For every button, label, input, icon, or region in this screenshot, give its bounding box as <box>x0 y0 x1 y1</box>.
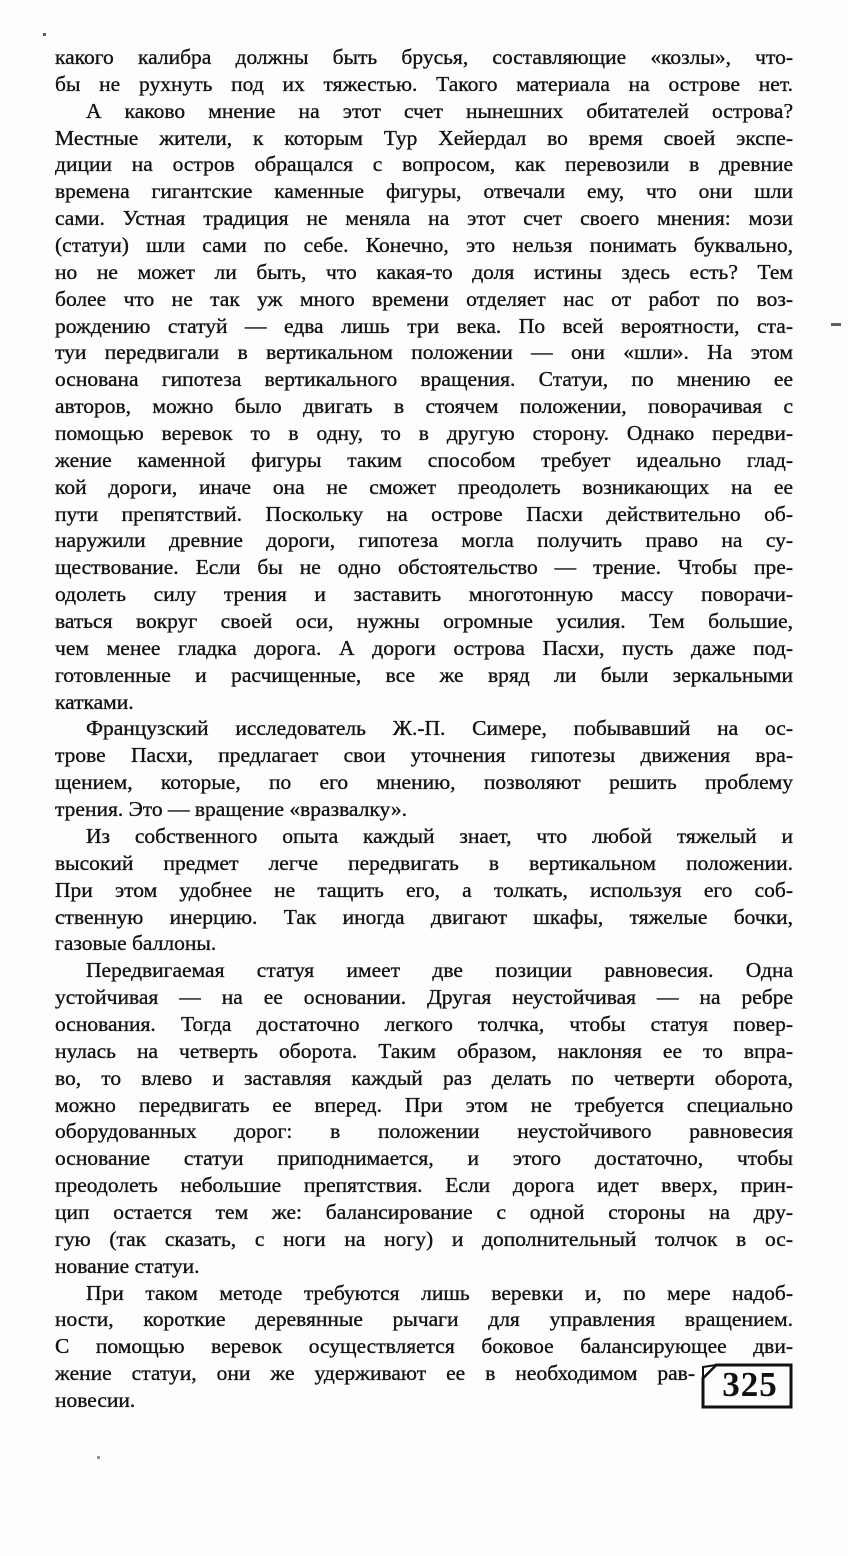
text-line: основание статуи приподнимается, и этого достаточно, чтобы <box>55 1146 793 1171</box>
text-line: Французский исследователь Ж.-П. Симере, побывавший на ос- <box>86 716 793 741</box>
text-line: диции на остров обращался с вопросом, как перевозили в древние <box>55 152 793 177</box>
text-line: Из собственного опыта каждый знает, что любой тяжелый и <box>86 823 793 848</box>
text-line: основания. Тогда достаточно легкого толчка, чтобы статуя повер- <box>55 1011 793 1036</box>
text-line: ности, короткие деревянные рычаги для управления вращением. <box>55 1307 793 1332</box>
text-line: наружили древние дороги, гипотеза могла получить право на су- <box>55 528 793 553</box>
page-number: 325 <box>722 1365 778 1404</box>
text-line: При таком методе требуются лишь веревки и, по мере надоб- <box>86 1280 793 1305</box>
scan-speck <box>831 323 841 326</box>
text-line: (статуи) шли сами по себе. Конечно, это нельзя понимать буквально, <box>55 233 793 258</box>
text-line: оборудованных дорог: в положении неустойчивого равновесия <box>55 1119 793 1144</box>
text-line: А каково мнение на этот счет нынешних обитателей острова? <box>86 98 793 123</box>
text-line: газовые баллоны. <box>55 931 217 956</box>
text-line: рождению статуй — едва лишь три века. По всей вероятности, ста- <box>55 313 793 338</box>
text-line: бы не рухнуть под их тяжестью. Такого материала на острове нет. <box>55 71 793 96</box>
text-line: ществование. Если бы не одно обстоятельство — трение. Чтобы пре- <box>55 555 793 580</box>
page-number-box <box>699 1361 795 1411</box>
scan-speck <box>97 1456 100 1459</box>
text-line: преодолеть небольшие препятствия. Если дорога идет вверх, прин- <box>55 1173 793 1198</box>
text-line: ственную инерцию. Так иногда двигают шкафы, тяжелые бочки, <box>55 904 793 929</box>
text-line: готовленные и расчищенные, все же вряд ли были зеркальными <box>55 662 793 687</box>
text-line: во, то влево и заставляя каждый раз делать по четверти оборота, <box>55 1065 793 1090</box>
text-line: но не может ли быть, что какая-то доля истины здесь есть? Тем <box>55 259 793 284</box>
text-line: цип остается тем же: балансирование с одной стороны на дру- <box>55 1199 793 1224</box>
text-line: жение каменной фигуры таким способом требует идеально глад- <box>55 447 793 472</box>
text-line: кой дороги, иначе она не сможет преодолеть возникающих на ее <box>55 474 793 499</box>
text-line: туи передвигали в вертикальном положении — они «шли». На этом <box>55 340 793 365</box>
text-line: При этом удобнее не тащить его, а толкать, используя его соб- <box>55 877 793 902</box>
text-line: ваться вокруг своей оси, нужны огромные усилия. Тем большие, <box>55 609 793 634</box>
text-line: трове Пасхи, предлагает свои уточнения гипотезы движения вра- <box>55 743 793 768</box>
text-line: авторов, можно было двигать в стоячем положении, поворачивая с <box>55 394 793 419</box>
text-line: помощью веревок то в одну, то в другую сторону. Однако передви- <box>55 421 793 446</box>
scan-speck <box>43 33 46 36</box>
text-line: можно передвигать ее вперед. При этом не требуется специально <box>55 1092 793 1117</box>
text-line: С помощью веревок осуществляется боковое балансирующее дви- <box>55 1334 793 1359</box>
text-line: пути препятствий. Поскольку на острове Пасхи действительно об- <box>55 501 793 526</box>
text-line: новесии. <box>55 1387 136 1412</box>
text-line: основана гипотеза вертикального вращения. Статуи, по мнению ее <box>55 367 793 392</box>
text-line: щением, которые, по его мнению, позволяют решить проблему <box>55 770 793 795</box>
text-line: устойчивая — на ее основании. Другая неустойчивая — на ребре <box>55 985 793 1010</box>
text-line: Передвигаемая статуя имеет две позиции равновесия. Одна <box>86 958 793 983</box>
text-line: более что не так уж много времени отделяет нас от работ по воз- <box>55 286 793 311</box>
text-line: гую (так сказать, с ноги на ногу) и дополнительный толчок в ос- <box>55 1226 793 1251</box>
text-line: какого калибра должны быть брусья, составляющие «козлы», что- <box>55 45 793 69</box>
body-text <box>55 44 793 1414</box>
text-line: сами. Устная традиция не меняла на этот счет своего мнения: мози <box>55 206 793 231</box>
text-line: Местные жители, к которым Тур Хейердал во время своей экспе- <box>55 125 793 150</box>
text-line: нулась на четверть оборота. Таким образом, наклоняя ее то впра- <box>55 1038 793 1063</box>
text-line: чем менее гладка дорога. А дороги острова Пасхи, пусть даже под- <box>55 635 793 660</box>
text-line: жение статуи, они же удерживают ее в необходимом рав- <box>55 1361 695 1386</box>
text-line: времена гигантские каменные фигуры, отвечали ему, что они шли <box>55 179 793 204</box>
text-line: нование статуи. <box>55 1253 200 1278</box>
text-line: катками. <box>55 689 134 714</box>
text-line: одолеть силу трения и заставить многотонную массу поворачи- <box>55 582 793 607</box>
text-line: трения. Это — вращение «вразвалку». <box>55 797 407 822</box>
text-line: высокий предмет легче передвигать в вертикальном положении. <box>55 850 793 875</box>
